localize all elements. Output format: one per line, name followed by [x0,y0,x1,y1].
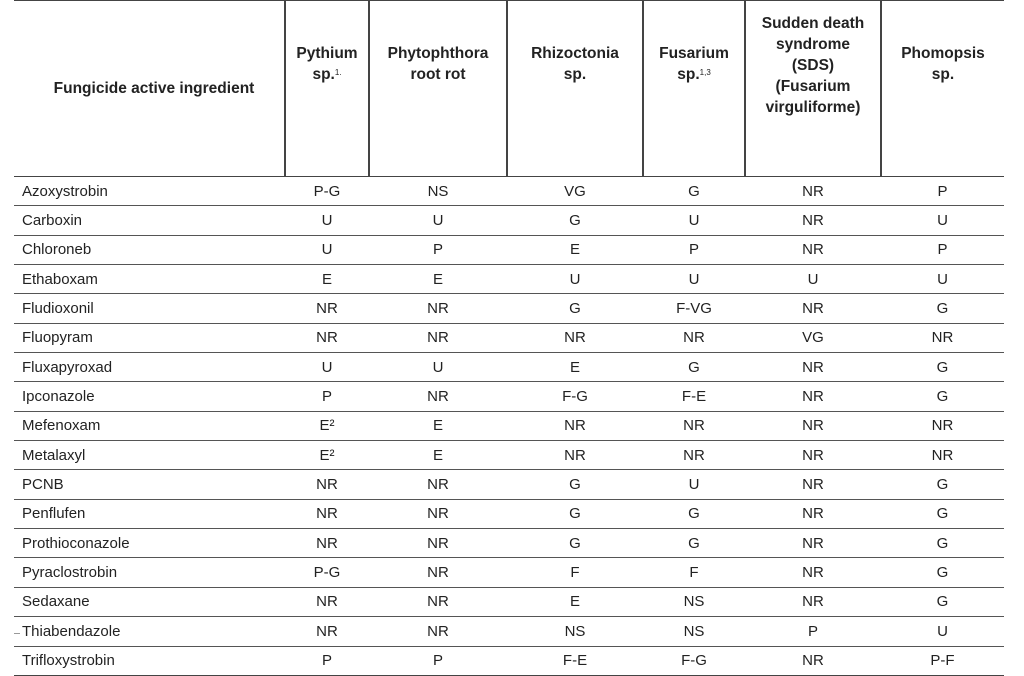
cell-phytophthora: NR [369,323,507,352]
cell-phomopsis: P [881,177,1004,206]
cell-sds: NR [745,441,881,470]
cell-phomopsis: G [881,353,1004,382]
cell-phomopsis: G [881,294,1004,323]
cell-phomopsis: U [881,265,1004,294]
table-row [14,587,1004,616]
cell-phomopsis: G [881,558,1004,587]
cell-phytophthora: NR [369,382,507,411]
table-row [14,646,1004,675]
cell-rhizoctonia: G [507,499,643,528]
table-header [14,1,1004,177]
cell-ingredient: Prothioconazole [14,529,285,558]
table-row [14,382,1004,411]
cell-rhizoctonia: VG [507,177,643,206]
cell-pythium: NR [285,323,369,352]
header-pythium: Pythium sp.$^{1.}$ [285,1,369,177]
cell-phytophthora: U [369,206,507,235]
cell-sds: U [745,265,881,294]
cell-rhizoctonia: F-E [507,646,643,675]
cell-pythium: E [285,265,369,294]
cell-ingredient: Metalaxyl [14,441,285,470]
cell-phomopsis: NR [881,323,1004,352]
cell-phomopsis: NR [881,411,1004,440]
cell-rhizoctonia: E [507,587,643,616]
cell-fusarium: NR [643,441,745,470]
cell-fusarium: U [643,206,745,235]
cell-fusarium: G [643,529,745,558]
table-row [14,617,1004,646]
cell-phytophthora: E [369,441,507,470]
header-row [14,1,1004,177]
cell-ingredient: Ethaboxam [14,265,285,294]
cell-fusarium: NR [643,323,745,352]
cell-rhizoctonia: NR [507,411,643,440]
cell-pythium: NR [285,529,369,558]
cell-ingredient: Carboxin [14,206,285,235]
cell-sds: NR [745,353,881,382]
cell-phomopsis: G [881,499,1004,528]
cell-pythium: U [285,235,369,264]
cell-phytophthora: NR [369,587,507,616]
cell-rhizoctonia: G [507,294,643,323]
header-sds: Sudden death syndrome (SDS) (Fusarium virguliforme) [745,1,881,177]
cell-ingredient: Pyraclostrobin [14,558,285,587]
table-row [14,235,1004,264]
cell-ingredient: Penflufen [14,499,285,528]
cell-ingredient: Fluxapyroxad [14,353,285,382]
cell-pythium: U [285,206,369,235]
cell-rhizoctonia: NR [507,323,643,352]
cell-ingredient: Fluopyram [14,323,285,352]
table-row [14,323,1004,352]
cell-fusarium: NS [643,617,745,646]
cell-rhizoctonia: E [507,235,643,264]
cell-rhizoctonia: F [507,558,643,587]
cell-phytophthora: NS [369,177,507,206]
cell-sds: NR [745,294,881,323]
cell-pythium: NR [285,470,369,499]
cell-rhizoctonia: U [507,265,643,294]
cell-fusarium: NS [643,587,745,616]
header-phomopsis: Phomopsis sp. [881,1,1004,177]
cell-sds: NR [745,499,881,528]
cell-pythium: P [285,382,369,411]
cell-ingredient: Thiabendazole [14,617,285,646]
cell-phytophthora: NR [369,470,507,499]
cell-rhizoctonia: NS [507,617,643,646]
cell-phomopsis: P-F [881,646,1004,675]
cell-sds: NR [745,177,881,206]
cell-ingredient: Chloroneb [14,235,285,264]
cell-phomopsis: U [881,206,1004,235]
table-row [14,294,1004,323]
table-row [14,529,1004,558]
table-row [14,441,1004,470]
cell-pythium: P-G [285,177,369,206]
header-phytophthora: Phytophthora root rot [369,1,507,177]
cell-phytophthora: P [369,235,507,264]
cell-fusarium: NR [643,411,745,440]
cell-sds: NR [745,235,881,264]
cell-sds: NR [745,411,881,440]
cell-sds: NR [745,558,881,587]
cell-pythium: NR [285,587,369,616]
cell-pythium: E² [285,411,369,440]
cell-phomopsis: U [881,617,1004,646]
cell-pythium: P-G [285,558,369,587]
cell-phytophthora: U [369,353,507,382]
cell-pythium: NR [285,499,369,528]
cell-phomopsis: G [881,382,1004,411]
table-row [14,265,1004,294]
cell-phytophthora: NR [369,499,507,528]
cell-ingredient: Azoxystrobin [14,177,285,206]
cell-fusarium: G [643,353,745,382]
cell-fusarium: P [643,235,745,264]
cell-phytophthora: P [369,646,507,675]
cell-fusarium: U [643,470,745,499]
cell-sds: NR [745,587,881,616]
cell-pythium: E² [285,441,369,470]
cell-ingredient: PCNB [14,470,285,499]
cell-phytophthora: E [369,265,507,294]
table-row [14,470,1004,499]
cell-pythium: NR [285,294,369,323]
cell-phomopsis: G [881,587,1004,616]
cell-fusarium: F [643,558,745,587]
cell-phytophthora: NR [369,617,507,646]
cell-phytophthora: E [369,411,507,440]
cell-fusarium: F-G [643,646,745,675]
cell-fusarium: U [643,265,745,294]
cell-rhizoctonia: E [507,353,643,382]
table-body [14,177,1004,676]
cell-sds: NR [745,206,881,235]
header-rhizoctonia: Rhizoctonia sp. [507,1,643,177]
cell-phomopsis: P [881,235,1004,264]
cell-sds: P [745,617,881,646]
cell-phytophthora: NR [369,558,507,587]
cell-ingredient: Trifloxystrobin [14,646,285,675]
cell-sds: NR [745,382,881,411]
cell-ingredient: Fludioxonil [14,294,285,323]
cell-fusarium: F-E [643,382,745,411]
cell-ingredient: Mefenoxam [14,411,285,440]
cell-rhizoctonia: NR [507,441,643,470]
cell-phytophthora: NR [369,529,507,558]
cell-pythium: P [285,646,369,675]
cell-phytophthora: NR [369,294,507,323]
cell-phomopsis: G [881,529,1004,558]
cell-sds: NR [745,529,881,558]
cell-sds: NR [745,470,881,499]
table-row [14,411,1004,440]
cell-fusarium: G [643,177,745,206]
cell-ingredient: Ipconazole [14,382,285,411]
cell-pythium: U [285,353,369,382]
cell-ingredient: Sedaxane [14,587,285,616]
cell-fusarium: G [643,499,745,528]
table-row [14,206,1004,235]
cell-rhizoctonia: G [507,206,643,235]
header-ingredient: Fungicide active ingredient [14,1,285,177]
cell-sds: VG [745,323,881,352]
cell-pythium: NR [285,617,369,646]
cell-fusarium: F-VG [643,294,745,323]
cell-phomopsis: G [881,470,1004,499]
footnote-rule [14,633,20,638]
fungicide-efficacy-table [14,0,1004,676]
table-row [14,558,1004,587]
table-row [14,499,1004,528]
cell-sds: NR [745,646,881,675]
table-row [14,177,1004,206]
cell-rhizoctonia: G [507,529,643,558]
cell-rhizoctonia: G [507,470,643,499]
table-row [14,353,1004,382]
cell-phomopsis: NR [881,441,1004,470]
cell-rhizoctonia: F-G [507,382,643,411]
header-fusarium: Fusarium sp.$^{1,3}$ [643,1,745,177]
